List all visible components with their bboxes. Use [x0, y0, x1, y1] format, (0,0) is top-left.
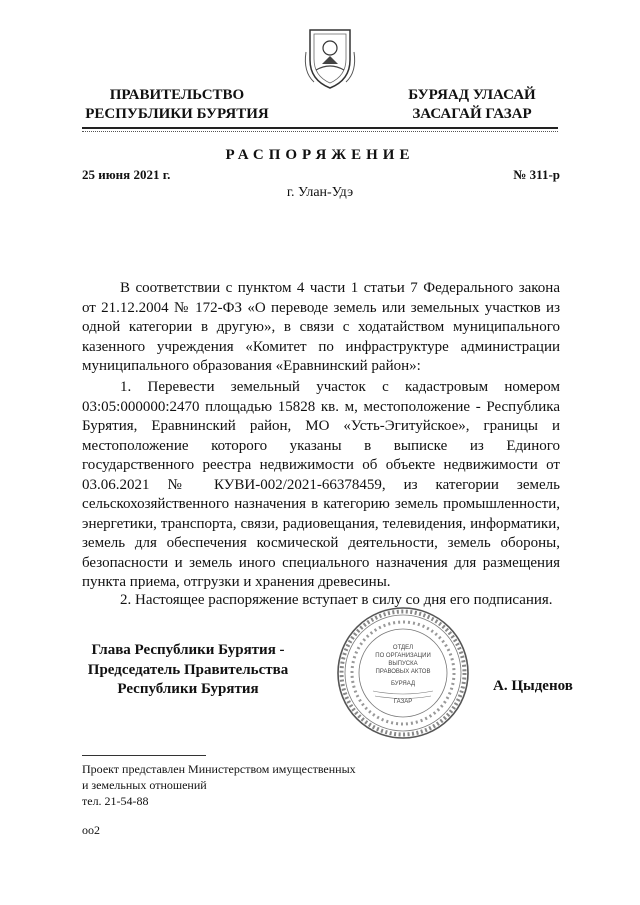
signatory-title	[82, 641, 294, 700]
document-number: № 311-р	[513, 167, 560, 182]
header-divider-dotted	[82, 131, 558, 132]
signatory-title-line2: Председатель Правительства	[87, 661, 289, 678]
body-paragraph-preamble: В соответствии с пунктом 4 части 1 статьи 7 Федерального закона от 21.12.2004 № 172-ФЗ «О переводе земель или земельных участков из одной категории в другую», в связи с ходатайством муниципального казенного учреждения «Комитет по инфраструктуре администрации муниципального образования «Еравнинский район»:	[82, 280, 560, 374]
header-left-line2: РЕСПУБЛИКИ БУРЯТИЯ	[85, 106, 269, 122]
signatory-title-line3: Республики Бурятия	[117, 681, 259, 697]
stamp-line4: ПРАВОВЫХ АКТОВ	[375, 669, 431, 675]
document-type: РАСПОРЯЖЕНИЕ	[225, 147, 415, 163]
footer-code: оо2	[82, 823, 100, 837]
header-divider-solid	[82, 127, 558, 129]
footer-line2: и земельных отношений	[82, 778, 207, 792]
header-left-line1: ПРАВИТЕЛЬСТВО	[109, 87, 245, 103]
footer-note	[82, 761, 356, 809]
signatory-title-line1: Глава Республики Бурятия -	[91, 642, 285, 658]
header-right-line2: ЗАСАГАЙ ГАЗАР	[412, 106, 532, 122]
footer-phone: тел. 21-54-88	[82, 794, 149, 808]
stamp-line5: БУРЯАД	[390, 681, 416, 687]
document-city: г. Улан-Удэ	[286, 185, 354, 200]
body-paragraph-2: 2. Настоящее распоряжение вступает в силу со дня его подписания.	[120, 592, 553, 608]
stamp-line6: ГАЗАР	[393, 699, 413, 705]
coat-of-arms-emblem	[300, 22, 360, 92]
body-paragraph-1: 1. Перевести земельный участок с кадастровым номером 03:05:000000:2470 площадью 15828 кв. м, местоположение - Республика Бурятия, Еравнинский район, МО «Усть-Эгитуйское», границы и местоположение которого указаны в выписке из Единого государственного реестра недвижимости об объекте недвижимости от 03.06.2021 № КУВИ-002/2021-66378459, из категории земель сельскохозяйственного назначения в категорию земель промышленности, энергетики, транспорта, связи, радиовещания, телевидения, информатики, земель для обеспечения космической деятельности, земель обороны, безопасности и земель иного специального назначения для размещения пункта приема, отгрузки и хранения древесины.	[82, 379, 560, 590]
document-date: 25 июня 2021 г.	[82, 167, 171, 182]
header-right-line1: БУРЯАД УЛАСАЙ	[408, 87, 536, 103]
header-left	[82, 86, 272, 124]
stamp-line3: ВЫПУСКА	[388, 661, 418, 667]
header-right	[392, 86, 552, 124]
stamp-line1: ОТДЕЛ	[392, 645, 414, 651]
official-stamp	[335, 605, 471, 741]
signatory-name: А. Цыденов	[493, 678, 573, 694]
footer-divider	[82, 755, 206, 756]
footer-line1: Проект представлен Министерством имущественных	[82, 762, 356, 776]
stamp-line2: ПО ОРГАНИЗАЦИИ	[375, 653, 431, 659]
